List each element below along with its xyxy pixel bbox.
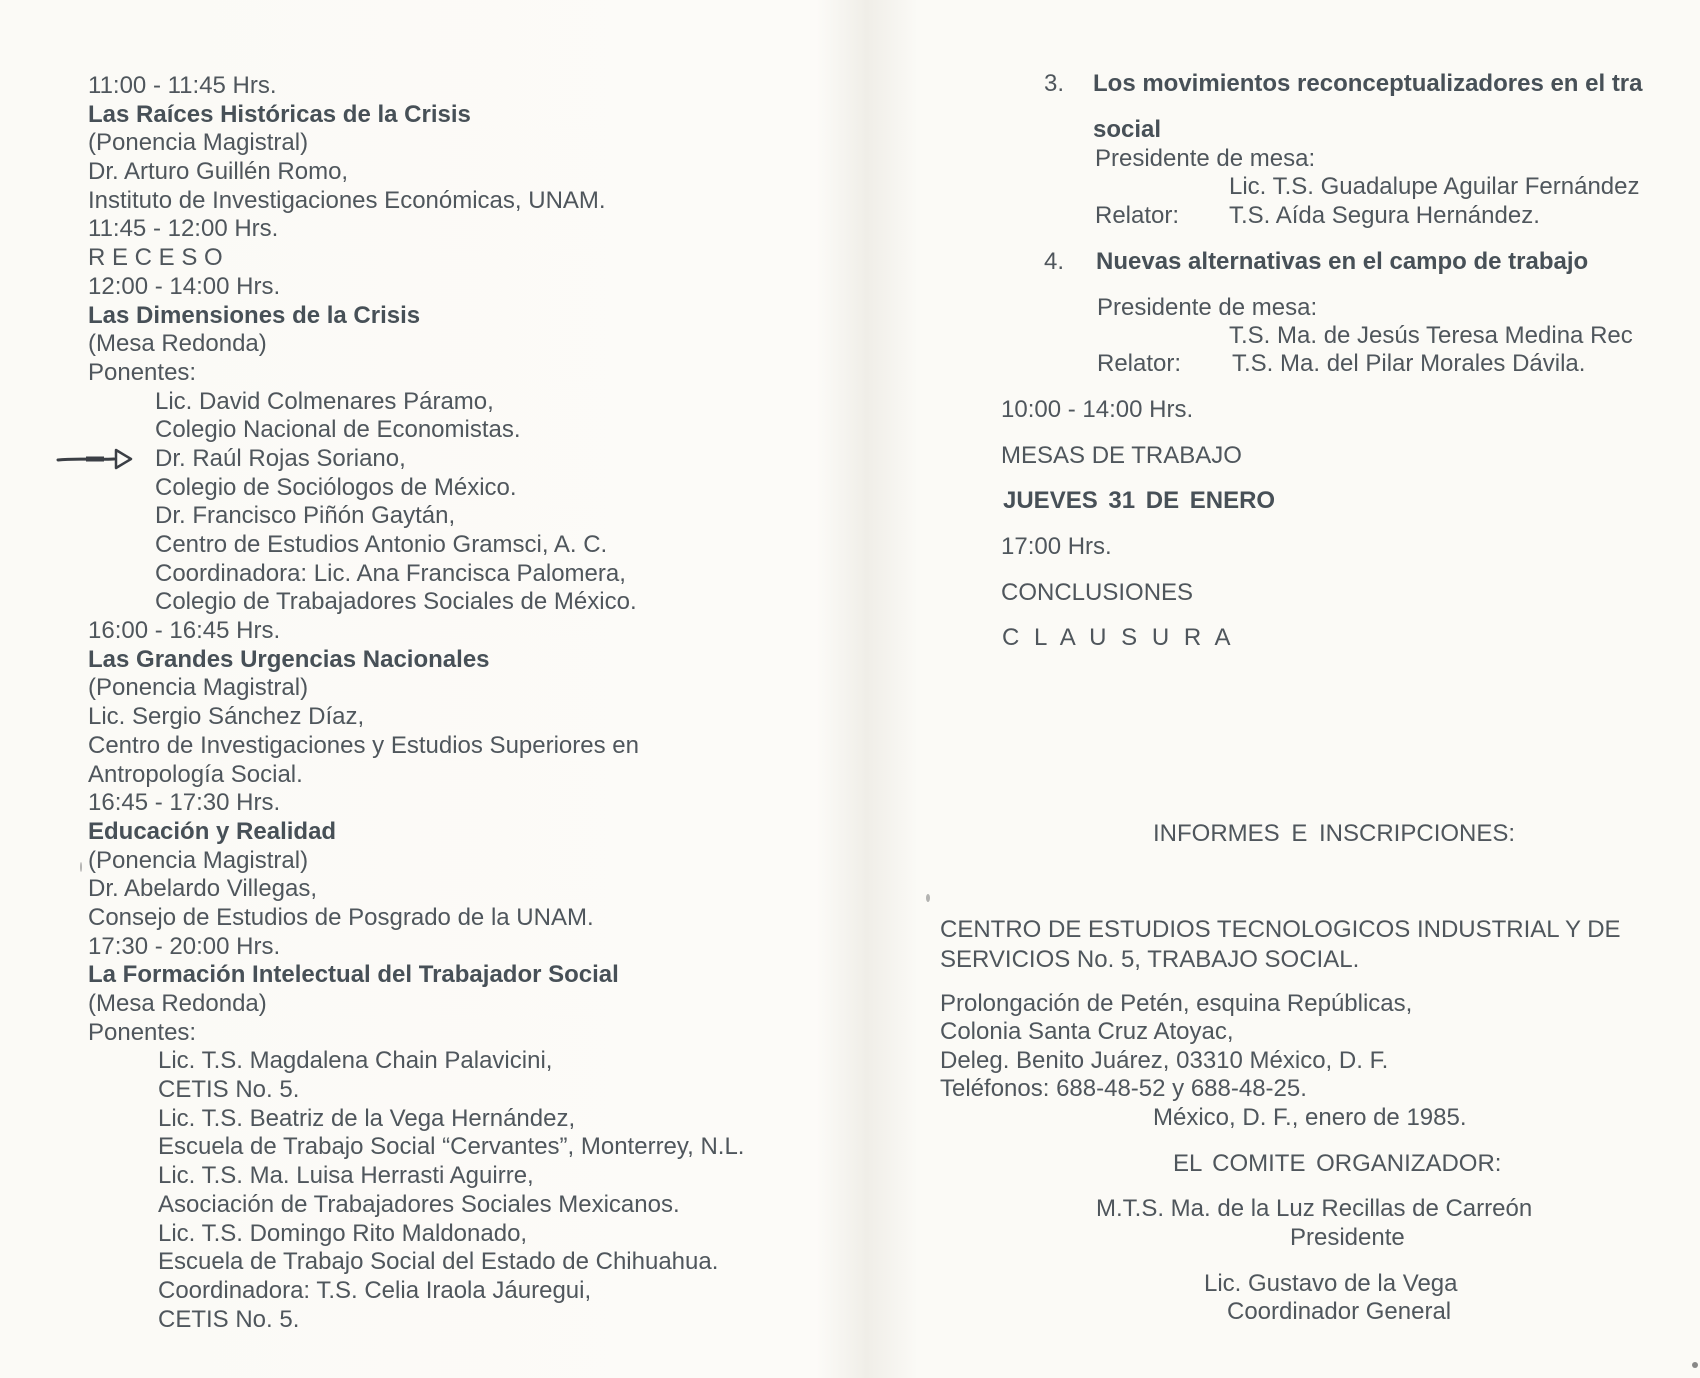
item-3-presidente-label: Presidente de mesa: xyxy=(1095,145,1316,172)
session-title: Educación y Realidad xyxy=(88,817,337,845)
schedule-line: Asociación de Trabajadores Sociales Mexicanos. xyxy=(158,1190,680,1218)
schedule-line: 16:00 - 16:45 Hrs. xyxy=(88,617,281,645)
schedule-line: Coordinadora: Lic. Ana Francisca Palomera, xyxy=(155,559,626,587)
comite-heading: EL COMITE ORGANIZADOR: xyxy=(1173,1150,1502,1177)
time-conclusiones: 17:00 Hrs. xyxy=(1001,533,1112,560)
mesas-de-trabajo: MESAS DE TRABAJO xyxy=(1001,442,1242,469)
paper-speck xyxy=(926,894,930,902)
informes-heading: INFORMES E INSCRIPCIONES: xyxy=(1153,820,1516,847)
schedule-line: Centro de Investigaciones y Estudios Superiores en xyxy=(88,731,639,759)
item-4-number: 4. xyxy=(1044,248,1065,275)
schedule-line: Lic. T.S. Domingo Rito Maldonado, xyxy=(158,1219,528,1247)
item-3-relator-label: Relator: xyxy=(1095,202,1180,229)
phones: Teléfonos: 688-48-52 y 688-48-25. xyxy=(940,1075,1307,1102)
schedule-line: (Ponencia Magistral) xyxy=(88,129,309,157)
item-3-title-line1: Los movimientos reconceptualizadores en el tra xyxy=(1093,70,1643,97)
schedule-line: Colegio de Sociólogos de México. xyxy=(155,473,517,501)
schedule-line: Ponentes: xyxy=(88,358,197,386)
schedule-line: Escuela de Trabajo Social del Estado de Chihuahua. xyxy=(158,1248,719,1276)
item-4-presidente: T.S. Ma. de Jesús Teresa Medina Rec xyxy=(1229,322,1633,349)
day-heading: JUEVES 31 DE ENERO xyxy=(1003,487,1276,514)
item-3-title-line2: social xyxy=(1093,116,1162,143)
item-4-relator-label: Relator: xyxy=(1097,350,1182,377)
schedule-line: Coordinadora: T.S. Celia Iraola Jáuregui, xyxy=(158,1276,592,1304)
schedule-line: 11:00 - 11:45 Hrs. xyxy=(88,72,277,99)
centro-line1: CENTRO DE ESTUDIOS TECNOLOGICOS INDUSTRIAL Y DE xyxy=(940,916,1621,943)
address-line1: Prolongación de Petén, esquina Repúblicas, xyxy=(940,990,1413,1017)
person-2-name: Lic. Gustavo de la Vega xyxy=(1204,1270,1458,1297)
schedule-line: (Mesa Redonda) xyxy=(88,990,267,1017)
paper-speck xyxy=(1692,1362,1698,1368)
schedule-line: Ponentes: xyxy=(88,1018,197,1046)
schedule-line: (Ponencia Magistral) xyxy=(88,674,309,702)
address-line3: Deleg. Benito Juárez, 03310 México, D. F. xyxy=(940,1047,1389,1074)
schedule-line: CETIS No. 5. xyxy=(158,1305,300,1333)
clausura: C L A U S U R A xyxy=(1002,624,1235,651)
schedule-line: Lic. T.S. Magdalena Chain Palavicini, xyxy=(158,1047,553,1075)
schedule-line: Escuela de Trabajo Social “Cervantes”, Monterrey, N.L. xyxy=(158,1133,745,1161)
schedule-line: Dr. Arturo Guillén Romo, xyxy=(88,158,349,186)
schedule-line: Centro de Estudios Antonio Gramsci, A. C. xyxy=(155,531,608,558)
schedule-line: Dr. Francisco Piñón Gaytán, xyxy=(155,502,456,530)
schedule-line: CETIS No. 5. xyxy=(158,1076,300,1104)
schedule-line: Lic. T.S. Beatriz de la Vega Hernández, xyxy=(158,1104,576,1132)
item-3-number: 3. xyxy=(1044,70,1065,97)
person-1-name: M.T.S. Ma. de la Luz Recillas de Carreón xyxy=(1096,1195,1533,1222)
conclusiones: CONCLUSIONES xyxy=(1001,579,1194,606)
person-1-role: Presidente xyxy=(1290,1224,1405,1251)
item-3-presidente: Lic. T.S. Guadalupe Aguilar Fernández xyxy=(1229,173,1640,200)
schedule-line: Colegio de Trabajadores Sociales de México. xyxy=(155,588,637,616)
person-2-role: Coordinador General xyxy=(1227,1298,1452,1325)
schedule-line: (Ponencia Magistral) xyxy=(88,846,309,874)
schedule-line: Lic. T.S. Ma. Luisa Herrasti Aguirre, xyxy=(158,1162,534,1190)
schedule-line: Lic. Sergio Sánchez Díaz, xyxy=(88,703,365,731)
item-4-relator: T.S. Ma. del Pilar Morales Dávila. xyxy=(1232,350,1586,377)
schedule-line: Consejo de Estudios de Posgrado de la UNAM. xyxy=(88,903,594,931)
date-line: México, D. F., enero de 1985. xyxy=(1153,1104,1467,1131)
schedule-line: 11:45 - 12:00 Hrs. xyxy=(88,215,279,243)
centro-line2: SERVICIOS No. 5, TRABAJO SOCIAL. xyxy=(940,946,1360,973)
schedule-line: Antropología Social. xyxy=(88,760,303,788)
item-4-title: Nuevas alternativas en el campo de trabajo xyxy=(1096,248,1589,275)
session-title: Las Grandes Urgencias Nacionales xyxy=(88,645,490,673)
schedule-line: Instituto de Investigaciones Económicas, UNAM. xyxy=(88,186,606,214)
schedule-line: (Mesa Redonda) xyxy=(88,330,267,358)
schedule-line: Colegio Nacional de Economistas. xyxy=(155,416,521,444)
item-3-relator: T.S. Aída Segura Hernández. xyxy=(1229,202,1540,229)
schedule-line: R E C E S O xyxy=(88,244,223,272)
schedule-line: Dr. Abelardo Villegas, xyxy=(88,875,318,903)
item-4-presidente-label: Presidente de mesa: xyxy=(1097,294,1318,321)
schedule-line: 12:00 - 14:00 Hrs. xyxy=(88,272,281,300)
schedule-line: Lic. David Colmenares Páramo, xyxy=(155,387,494,415)
paper-speck xyxy=(80,862,82,872)
address-line2: Colonia Santa Cruz Atoyac, xyxy=(940,1018,1234,1045)
time-mesas: 10:00 - 14:00 Hrs. xyxy=(1001,396,1194,423)
left-page-schedule xyxy=(88,72,888,1334)
schedule-line: 17:30 - 20:00 Hrs. xyxy=(88,932,281,960)
hand-drawn-arrow-icon xyxy=(56,446,134,472)
schedule-line: 16:45 - 17:30 Hrs. xyxy=(88,789,281,817)
session-title: La Formación Intelectual del Trabajador Social xyxy=(88,961,619,989)
session-title: Las Dimensiones de la Crisis xyxy=(88,301,421,329)
schedule-line: Dr. Raúl Rojas Soriano, xyxy=(155,444,406,472)
session-title: Las Raíces Históricas de la Crisis xyxy=(88,100,471,128)
